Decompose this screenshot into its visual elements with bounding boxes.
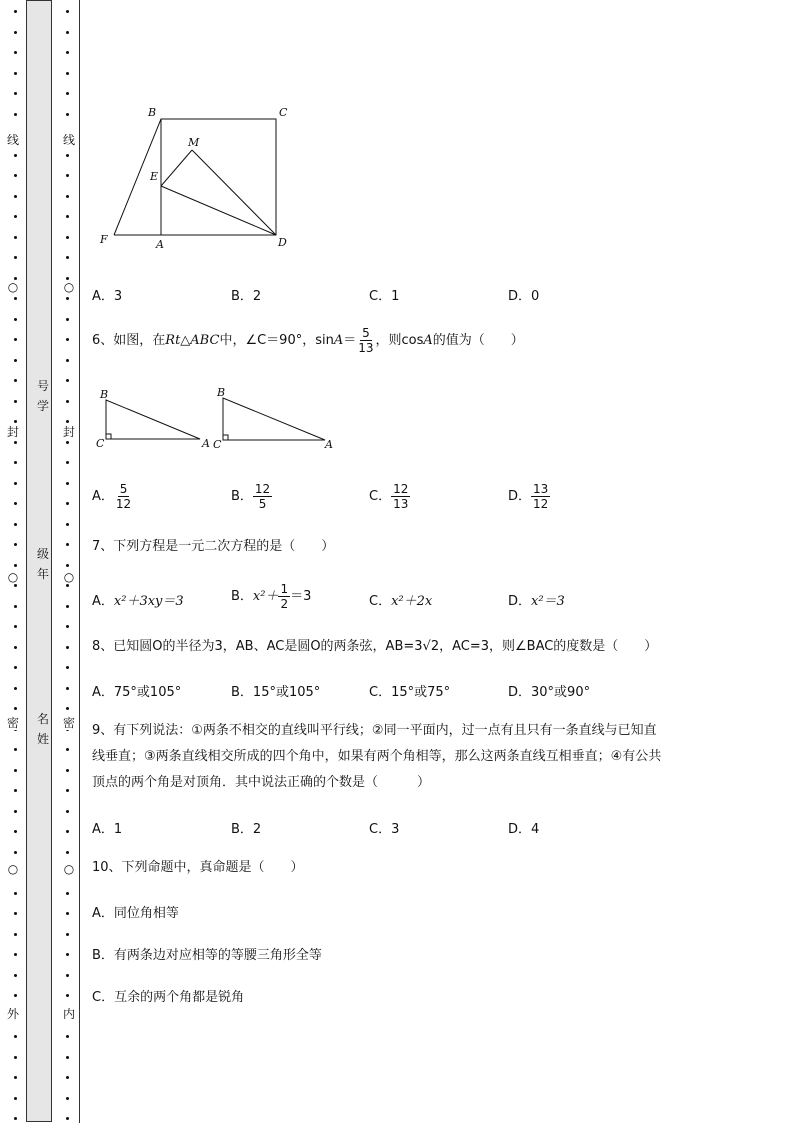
binding-dot: [66, 31, 69, 34]
binding-dot: [66, 851, 69, 854]
point-label-e: E: [150, 170, 159, 183]
binding-dot: [14, 461, 17, 464]
binding-dot: [66, 974, 69, 977]
field-label-ming: 名: [37, 712, 50, 726]
q6-option-b-letter: B．: [231, 489, 253, 504]
binding-dot: [14, 1097, 17, 1100]
q6-option-c-letter: C．: [369, 489, 392, 504]
binding-dot: [66, 646, 69, 649]
q6-option-b[interactable]: [231, 482, 272, 511]
binding-dot: [66, 461, 69, 464]
q6-option-c-num: 12: [393, 482, 409, 496]
tri1-label-a: A: [202, 437, 210, 450]
triangle-1: [106, 400, 200, 439]
binding-dot: [14, 953, 17, 956]
q6-option-c[interactable]: [369, 482, 410, 511]
q7-option-d-letter: D．: [508, 594, 532, 609]
field-label-xue: 学: [37, 399, 50, 413]
q7-option-b[interactable]: [231, 582, 311, 611]
binding-dot: [14, 92, 17, 95]
binding-dot: [14, 933, 17, 936]
q6-tail: ，则cos: [375, 333, 424, 348]
binding-dot: [66, 400, 69, 403]
q7-option-b-num: 1: [280, 582, 289, 596]
binding-dot: [66, 1097, 69, 1100]
q9-line-2: 线垂直；③两条直线相交所成的四个角中，如果有两个角相等，那么这两条直线互相垂直；④有公共: [92, 749, 662, 764]
q6-triangle: ABC: [190, 333, 220, 348]
inner-label-nei: 内: [62, 1007, 75, 1021]
q6-option-c-den: 13: [393, 497, 409, 511]
tri1-label-b: B: [100, 388, 109, 401]
binding-dot: [66, 318, 69, 321]
q6-rt: Rt: [165, 333, 181, 348]
right-angle-mark-1: [106, 434, 111, 439]
q6-option-d-num: 13: [533, 482, 549, 496]
q6-angle-a2: A: [423, 333, 433, 348]
outer-label-circle-1: ○: [7, 280, 19, 294]
binding-dot: [14, 1117, 17, 1120]
binding-dot: [14, 154, 17, 157]
binding-dot: [66, 1035, 69, 1038]
binding-dot: [66, 1117, 69, 1120]
binding-margin-outer: [6, 0, 26, 1123]
binding-dot: [66, 933, 69, 936]
binding-dot: [66, 236, 69, 239]
binding-dot: [66, 912, 69, 915]
q6-option-d[interactable]: [508, 482, 550, 511]
question-10: 10、下列命题中，真命题是（ ）: [92, 860, 304, 875]
binding-dot: [14, 810, 17, 813]
binding-dot: [14, 502, 17, 505]
binding-dot: [14, 215, 17, 218]
binding-dot: [66, 1076, 69, 1079]
question-7: 7、下列方程是一元二次方程的是（ ）: [92, 539, 335, 554]
binding-dot: [14, 113, 17, 116]
binding-dot: [14, 1056, 17, 1059]
triangle-2: [223, 398, 325, 440]
binding-dot: [14, 687, 17, 690]
outer-label-circle-3: ○: [7, 862, 19, 876]
q5-option-a[interactable]: A．3: [92, 289, 123, 304]
geometry-figure-q5: [92, 100, 302, 260]
binding-dot: [14, 236, 17, 239]
q7-option-a-letter: A．: [92, 594, 114, 609]
binding-dot: [66, 810, 69, 813]
binding-dot: [14, 625, 17, 628]
binding-dot: [66, 113, 69, 116]
q8-option-c[interactable]: C．15°或75°: [369, 685, 451, 700]
binding-dot: [14, 31, 17, 34]
binding-dot: [14, 851, 17, 854]
binding-dot: [14, 830, 17, 833]
right-angle-mark-2: [223, 435, 228, 440]
binding-dot: [66, 584, 69, 587]
binding-dot: [14, 359, 17, 362]
binding-dot: [66, 482, 69, 485]
question-9: [92, 718, 752, 796]
binding-dot: [14, 338, 17, 341]
binding-dot: [66, 359, 69, 362]
q6-option-b-den: 5: [258, 497, 267, 511]
q6-option-d-den: 12: [533, 497, 549, 511]
binding-dot: [14, 441, 17, 444]
q6-angle-a: A: [333, 333, 344, 348]
binding-dot: [14, 256, 17, 259]
inner-label-xian: 线: [62, 133, 75, 147]
binding-dot: [66, 564, 69, 567]
binding-dot: [66, 297, 69, 300]
binding-dot: [66, 707, 69, 710]
binding-dot: [14, 912, 17, 915]
binding-dot: [14, 1035, 17, 1038]
binding-dot: [14, 420, 17, 423]
binding-dot: [66, 174, 69, 177]
field-label-hao: 号: [37, 379, 50, 393]
binding-dot: [66, 789, 69, 792]
q7-option-a[interactable]: [92, 590, 184, 609]
binding-dot: [66, 215, 69, 218]
binding-dot: [14, 379, 17, 382]
binding-dot: [66, 1056, 69, 1059]
q5-option-c[interactable]: C．1: [369, 289, 400, 304]
inner-label-circle-2: ○: [63, 570, 75, 584]
binding-dot: [66, 769, 69, 772]
q6-option-a-den: 12: [115, 497, 132, 511]
binding-dot: [14, 10, 17, 13]
binding-dot: [66, 830, 69, 833]
q6-frac-den: 13: [358, 341, 374, 355]
binding-dot: [66, 543, 69, 546]
q6-frac-num: 5: [362, 326, 370, 340]
field-label-nian: 年: [37, 567, 50, 581]
binding-dot: [14, 707, 17, 710]
q6-fraction: [356, 326, 375, 355]
q10-option-b[interactable]: B．有两条边对应相等的等腰三角形全等: [92, 948, 322, 963]
binding-dot: [66, 687, 69, 690]
q7-option-d[interactable]: [508, 590, 565, 609]
binding-dot: [66, 605, 69, 608]
segment-ed: [161, 186, 276, 235]
q7-option-b-post: ＝3: [290, 589, 312, 604]
segment-md: [192, 150, 276, 235]
binding-dot: [14, 769, 17, 772]
binding-dot: [14, 318, 17, 321]
binding-dot: [14, 584, 17, 587]
q9-line-1: 9、有下列说法：①两条不相交的直线叫平行线；②同一平面内，过一点有且只有一条直线与已知直: [92, 723, 657, 738]
binding-dot: [14, 748, 17, 751]
point-label-m: M: [188, 136, 200, 149]
binding-dot: [66, 666, 69, 669]
binding-dot: [66, 10, 69, 13]
q9-option-a[interactable]: A．1: [92, 822, 123, 837]
binding-dot: [66, 994, 69, 997]
binding-dot: [66, 502, 69, 505]
q8-option-d[interactable]: D．30°或90°: [508, 685, 591, 700]
binding-dot: [66, 154, 69, 157]
binding-dot: [14, 789, 17, 792]
q7-option-c-expr: x²＋2x: [391, 594, 433, 609]
binding-dot: [14, 400, 17, 403]
binding-dot: [66, 892, 69, 895]
q7-option-b-den: 2: [280, 597, 289, 611]
q9-option-b[interactable]: B．2: [231, 822, 262, 837]
triangle-figure-q6: [92, 385, 342, 455]
q7-option-b-letter: B．: [231, 589, 253, 604]
inner-label-circle-3: ○: [63, 862, 75, 876]
binding-dot: [66, 420, 69, 423]
point-label-c: C: [279, 106, 288, 119]
q8-option-a[interactable]: A．75°或105°: [92, 685, 182, 700]
binding-dot: [66, 625, 69, 628]
binding-dot: [66, 195, 69, 198]
outer-label-circle-2: ○: [7, 570, 19, 584]
tri2-label-a: A: [325, 438, 333, 451]
question-6: 6、如图，在Rt△ABC中，∠C＝90°，sinA＝ $\frac{5}{13}$ ，则cosA的值为（ ）: [92, 326, 524, 355]
outer-label-mi: 密: [6, 716, 19, 730]
binding-dot: [14, 174, 17, 177]
q6-equals: ＝: [343, 333, 357, 348]
q6-option-a-num: 5: [119, 482, 128, 496]
q9-option-d[interactable]: D．4: [508, 822, 540, 837]
q6-option-a[interactable]: [92, 482, 133, 511]
binding-dot: [14, 297, 17, 300]
q6-option-b-num: 12: [254, 482, 271, 496]
binding-dot: [14, 523, 17, 526]
q7-option-d-expr: x²＝3: [531, 594, 565, 609]
binding-dot: [66, 379, 69, 382]
tri2-label-b: B: [217, 386, 226, 399]
q7-option-b-pre: x²＋: [252, 589, 279, 604]
binding-dot: [66, 72, 69, 75]
binding-dot: [14, 974, 17, 977]
q7-option-c[interactable]: [369, 590, 432, 609]
binding-dot: [14, 564, 17, 567]
q10-option-c[interactable]: C．互余的两个角都是锐角: [92, 990, 245, 1005]
field-label-xing: 姓: [37, 732, 50, 746]
point-label-f: F: [100, 233, 108, 246]
binding-dot: [66, 748, 69, 751]
binding-dot: [14, 666, 17, 669]
outer-label-feng: 封: [6, 425, 19, 439]
binding-dot: [14, 482, 17, 485]
binding-dot: [14, 646, 17, 649]
margin-border-line: [79, 0, 80, 1123]
binding-dot: [66, 92, 69, 95]
q6-condition: 中，∠C＝90°，sin: [219, 333, 334, 348]
binding-margin-inner: [58, 0, 78, 1123]
q8-option-b[interactable]: B．15°或105°: [231, 685, 321, 700]
q7-option-c-letter: C．: [369, 594, 392, 609]
binding-dot: [66, 523, 69, 526]
binding-dot: [66, 441, 69, 444]
point-label-d: D: [278, 236, 287, 249]
binding-dot: [14, 605, 17, 608]
binding-dot: [14, 195, 17, 198]
point-label-b: B: [148, 106, 157, 119]
binding-dot: [66, 953, 69, 956]
binding-dot: [14, 72, 17, 75]
binding-dot: [14, 994, 17, 997]
binding-dot: [66, 338, 69, 341]
question-8: 8、已知圆O的半径为3，AB、AC是圆O的两条弦，AB=3√2，AC=3，则∠BAC的度数是（ ）: [92, 639, 658, 654]
q10-option-a[interactable]: A．同位角相等: [92, 906, 179, 921]
q6-end: 的值为（ ）: [432, 333, 524, 348]
inner-label-feng: 封: [62, 425, 75, 439]
field-label-ji: 级: [37, 547, 50, 561]
binding-dot: [14, 1076, 17, 1079]
q9-option-c[interactable]: C．3: [369, 822, 400, 837]
binding-dot: [66, 51, 69, 54]
tri1-label-c: C: [96, 437, 105, 450]
q6-option-d-letter: D．: [508, 489, 532, 504]
q6-option-a-letter: A．: [92, 489, 114, 504]
binding-dot: [14, 543, 17, 546]
outer-label-xian: 线: [6, 133, 19, 147]
binding-dot: [14, 51, 17, 54]
binding-dot: [66, 256, 69, 259]
binding-dot: [14, 892, 17, 895]
q9-line-3: 顶点的两个角是对顶角．其中说法正确的个数是（ ）: [92, 775, 431, 790]
segment-em: [161, 150, 192, 186]
q7-option-a-expr: x²＋3xy＝3: [113, 594, 184, 609]
tri2-label-c: C: [213, 438, 222, 451]
q5-option-b[interactable]: B．2: [231, 289, 262, 304]
inner-label-mi: 密: [62, 716, 75, 730]
q5-option-d[interactable]: D．0: [508, 289, 540, 304]
outer-label-wai: 外: [6, 1007, 19, 1021]
inner-label-circle-1: ○: [63, 280, 75, 294]
point-label-a: A: [156, 238, 164, 251]
q6-prefix: 6、如图，在: [92, 333, 166, 348]
